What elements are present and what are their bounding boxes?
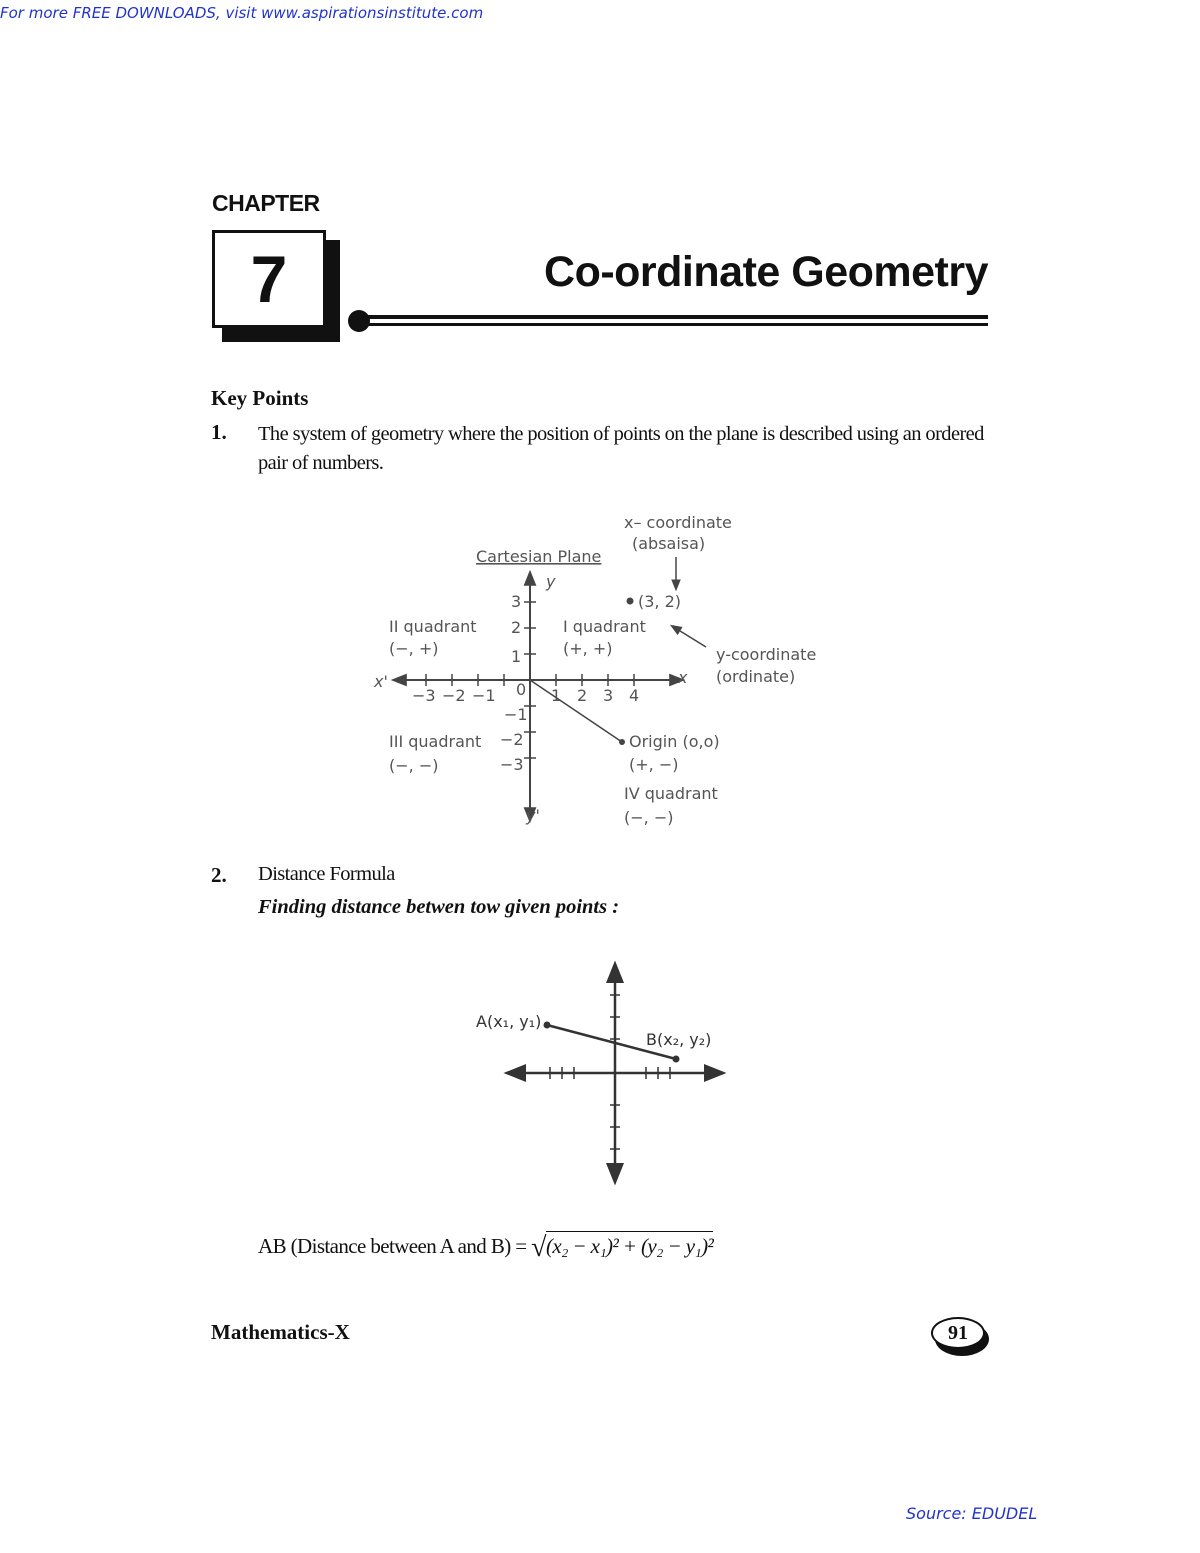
item2-title: Distance Formula	[258, 863, 395, 885]
formula-rhs: (x₂ − x₁)² + (y₂ − y₁)²	[546, 1231, 713, 1258]
item1-number: 1.	[211, 420, 227, 444]
point-3-2	[627, 598, 634, 605]
item2-subtitle: Finding distance betwen tow given points :	[258, 896, 620, 918]
page-number-text: 91	[948, 1321, 968, 1344]
x-tick-neg3: −3	[412, 686, 436, 705]
source-credit: Source: EDUDEL	[906, 1504, 1038, 1523]
y-coordinate-arrow	[672, 626, 706, 647]
quadrant2-label: II quadrant	[389, 617, 477, 636]
origin-sign: (+, −)	[629, 755, 679, 774]
y-prime-label: y'	[526, 806, 540, 825]
quadrant1-label: I quadrant	[563, 617, 646, 636]
point-a-label: A(x₁, y₁)	[476, 1012, 542, 1031]
y-coordinate-label: y-coordinate	[716, 645, 817, 664]
point-a	[544, 1022, 551, 1029]
quadrant4-sign: (−, −)	[624, 808, 674, 827]
chapter-number: 7	[250, 242, 288, 316]
y-coordinate-sub: (ordinate)	[716, 667, 796, 686]
cartesian-plane-figure	[370, 505, 840, 835]
origin-label: 0	[516, 680, 527, 699]
x-tick-neg2: −2	[442, 686, 466, 705]
y-tick-2: 2	[511, 618, 522, 637]
x-tick-1: 1	[551, 686, 562, 705]
origin-pointer-dot	[619, 739, 625, 745]
header-download-link[interactable]: For more FREE DOWNLOADS, visit www.aspirationsinstitute.com	[0, 4, 484, 22]
page-number	[931, 1317, 985, 1349]
x-coordinate-label: x– coordinate	[624, 513, 732, 532]
y-tick-3: 3	[511, 592, 522, 611]
sqrt-sign: √	[531, 1232, 546, 1263]
chapter-label: CHAPTER	[212, 190, 320, 216]
quadrant2-sign: (−, +)	[389, 639, 439, 658]
y-tick-neg2: −2	[500, 730, 524, 749]
item1-text: The system of geometry where the position of points on the plane is described using an ordered pair of numbers.	[258, 423, 984, 474]
key-points-heading: Key Points	[211, 386, 309, 410]
x-tick-2: 2	[577, 686, 588, 705]
chapter-title: Co-ordinate Geometry	[544, 248, 988, 296]
item2-number: 2.	[211, 863, 227, 887]
quadrant3-sign: (−, −)	[389, 756, 439, 775]
y-tick-1: 1	[511, 647, 522, 666]
footer-subject: Mathematics-X	[211, 1320, 350, 1344]
quadrant4-label: IV quadrant	[624, 784, 718, 803]
point-label: (3, 2)	[638, 592, 682, 611]
title-rule-dot	[348, 310, 370, 332]
y-tick-neg1: −1	[504, 705, 528, 724]
quadrant1-sign: (+, +)	[563, 639, 613, 658]
formula-lhs: AB (Distance between A and B) =	[258, 1234, 527, 1258]
y-tick-neg3: −3	[500, 755, 524, 774]
x-tick-3: 3	[603, 686, 614, 705]
origin-note: Origin (o,o)	[629, 732, 720, 751]
x-axis-label: x	[678, 668, 688, 687]
x-coordinate-sub: (absaisa)	[632, 534, 706, 553]
quadrant3-label: III quadrant	[389, 732, 482, 751]
x-prime-label: x'	[374, 672, 388, 691]
x-tick-neg1: −1	[472, 686, 496, 705]
title-rule-upper	[360, 315, 988, 319]
point-b	[673, 1056, 680, 1063]
distance-figure	[470, 955, 740, 1190]
cartesian-title: Cartesian Plane	[476, 547, 602, 566]
distance-formula	[258, 1232, 713, 1264]
title-rule-lower	[360, 323, 988, 326]
chapter-number-box	[212, 230, 326, 328]
point-b-label: B(x₂, y₂)	[646, 1030, 712, 1049]
x-tick-4: 4	[629, 686, 640, 705]
y-axis-label: y	[546, 572, 556, 591]
